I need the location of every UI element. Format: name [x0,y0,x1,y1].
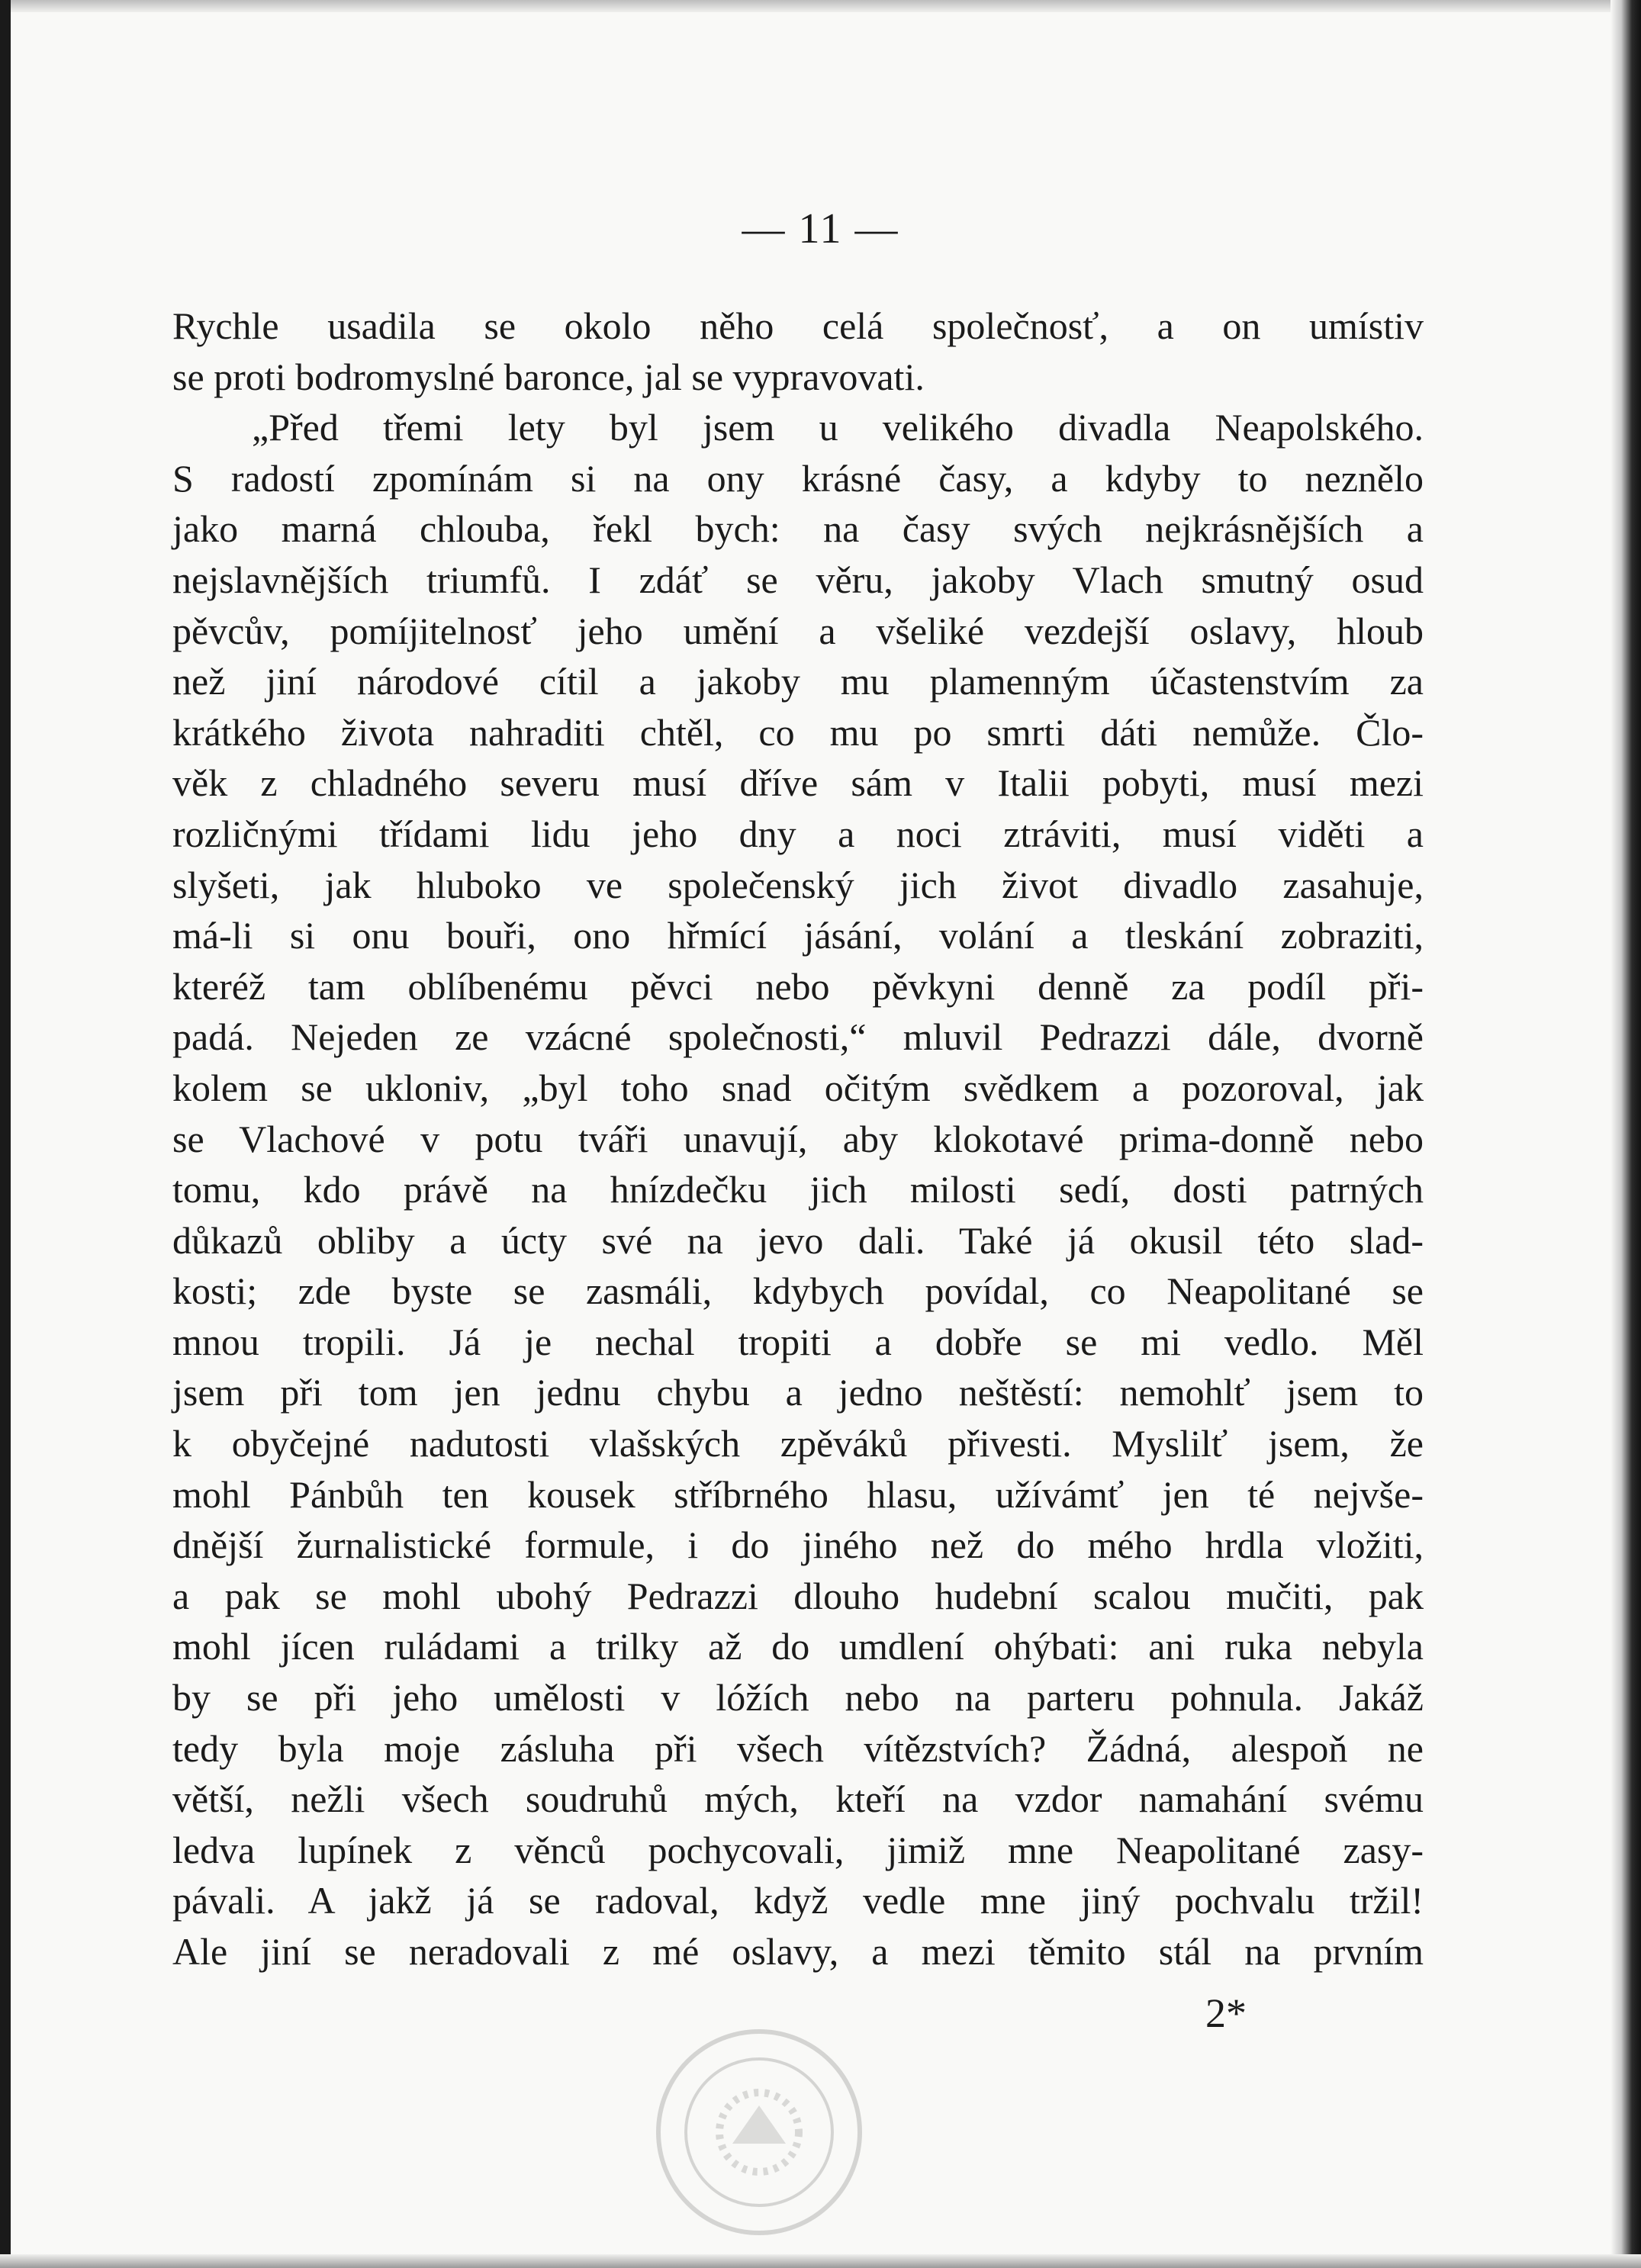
text-line: důkazů obliby a úcty své na jevo dali. Také já okusil této slad- [172,1218,1424,1262]
text-line: k obyčejné nadutosti vlašských zpěváků přivesti. Myslilť jsem, že [172,1422,1424,1465]
text-line: než jiní národové cítil a jakoby mu plamenným účastenstvím za [172,660,1424,703]
signature-mark: 2* [1205,1990,1247,2036]
text-line: padá. Nejeden ze vzácné společnosti,“ mluvil Pedrazzi dále, dvorně [172,1015,1424,1059]
text-line: tedy byla moje zásluha při všech vítězstvích? Žádná, alespoň ne [172,1726,1424,1770]
text-line: mnou tropili. Já je nechal tropiti a dobře se mi vedlo. Měl [172,1320,1424,1363]
text-line: pávali. A jakž já se radoval, když vedle mne jiný pochvalu tržil! [172,1879,1424,1922]
text-line: věk z chladného severu musí dříve sám v Italii pobyti, musí mezi [172,761,1424,805]
text-line: má-li si onu bouři, ono hřmící jásání, volání a tleskání zobraziti, [172,914,1424,957]
page-top-edge [0,0,1641,12]
text-line: Rychle usadila se okolo něho celá společnosť, a on umístiv [172,304,1424,347]
text-line: kosti; zde byste se zasmáli, kdybych povídal, co Neapolitané se [172,1269,1424,1313]
body-text [172,301,1424,1977]
text-line: Ale jiní se neradovali z mé oslavy, a mezi těmito stál na prvním [172,1930,1424,1973]
page-number: — 11 — [742,205,899,253]
page-bottom-edge [0,2254,1641,2268]
text-line: by se při jeho umělosti v lóžích nebo na parteru pohnula. Jakáž [172,1676,1424,1719]
text-line: „Před třemi lety byl jsem u velikého divadla Neapolského. [252,406,1424,449]
text-line: rozličnými třídami lidu jeho dny a noci ztráviti, musí viděti a [172,812,1424,855]
text-line: větší, nežli všech soudruhů mých, kteří na vzdor namahání svému [172,1777,1424,1821]
text-line: kteréž tam oblíbenému pěvci nebo pěvkyni denně za podíl při- [172,964,1424,1008]
text-line: nejslavnějších triumfů. I zdáť se věru, jakoby Vlach smutný osud [172,558,1424,601]
text-line: krátkého života nahraditi chtěl, co mu po smrti dáti nemůže. Člo- [172,710,1424,754]
text-line: kolem se ukloniv, „byl toho snad očitým svědkem a pozoroval, jak [172,1066,1424,1109]
text-line: ledva lupínek z věnců pochycovali, jimiž mne Neapolitané zasy- [172,1828,1424,1871]
library-stamp-icon [648,2022,870,2243]
page-left-edge [0,0,11,2268]
text-line: tomu, kdo právě na hnízdečku jich milosti sedí, dosti patrných [172,1168,1424,1211]
page-right-edge [1610,0,1641,2268]
text-line: a pak se mohl ubohý Pedrazzi dlouho hudební scalou mučiti, pak [172,1574,1424,1617]
text-line: mohl jícen ruládami a trilky až do umdlení ohýbati: ani ruka nebyla [172,1625,1424,1668]
text-line: slyšeti, jak hluboko ve společenský jich život divadlo zasahuje, [172,863,1424,906]
text-line: S radostí zpomínám si na ony krásné časy, a kdyby to neznělo [172,456,1424,500]
text-line: se Vlachové v potu tváři unavují, aby klokotavé prima-donně nebo [172,1117,1424,1160]
text-line: se proti bodromyslné baronce, jal se vypravovati. [172,355,925,398]
text-line: mohl Pánbůh ten kousek stříbrného hlasu, užívámť jen té nejvše- [172,1472,1424,1516]
text-line: dnější žurnalistické formule, i do jiného než do mého hrdla vložiti, [172,1523,1424,1567]
text-line: jako marná chlouba, řekl bych: na časy svých nejkrásnějších a [172,507,1424,551]
text-line: pěvcův, pomíjitelnosť jeho umění a všeliké vezdejší oslavy, hloub [172,609,1424,652]
text-line: jsem při tom jen jednu chybu a jedno neštěstí: nemohlť jsem to [172,1371,1424,1414]
